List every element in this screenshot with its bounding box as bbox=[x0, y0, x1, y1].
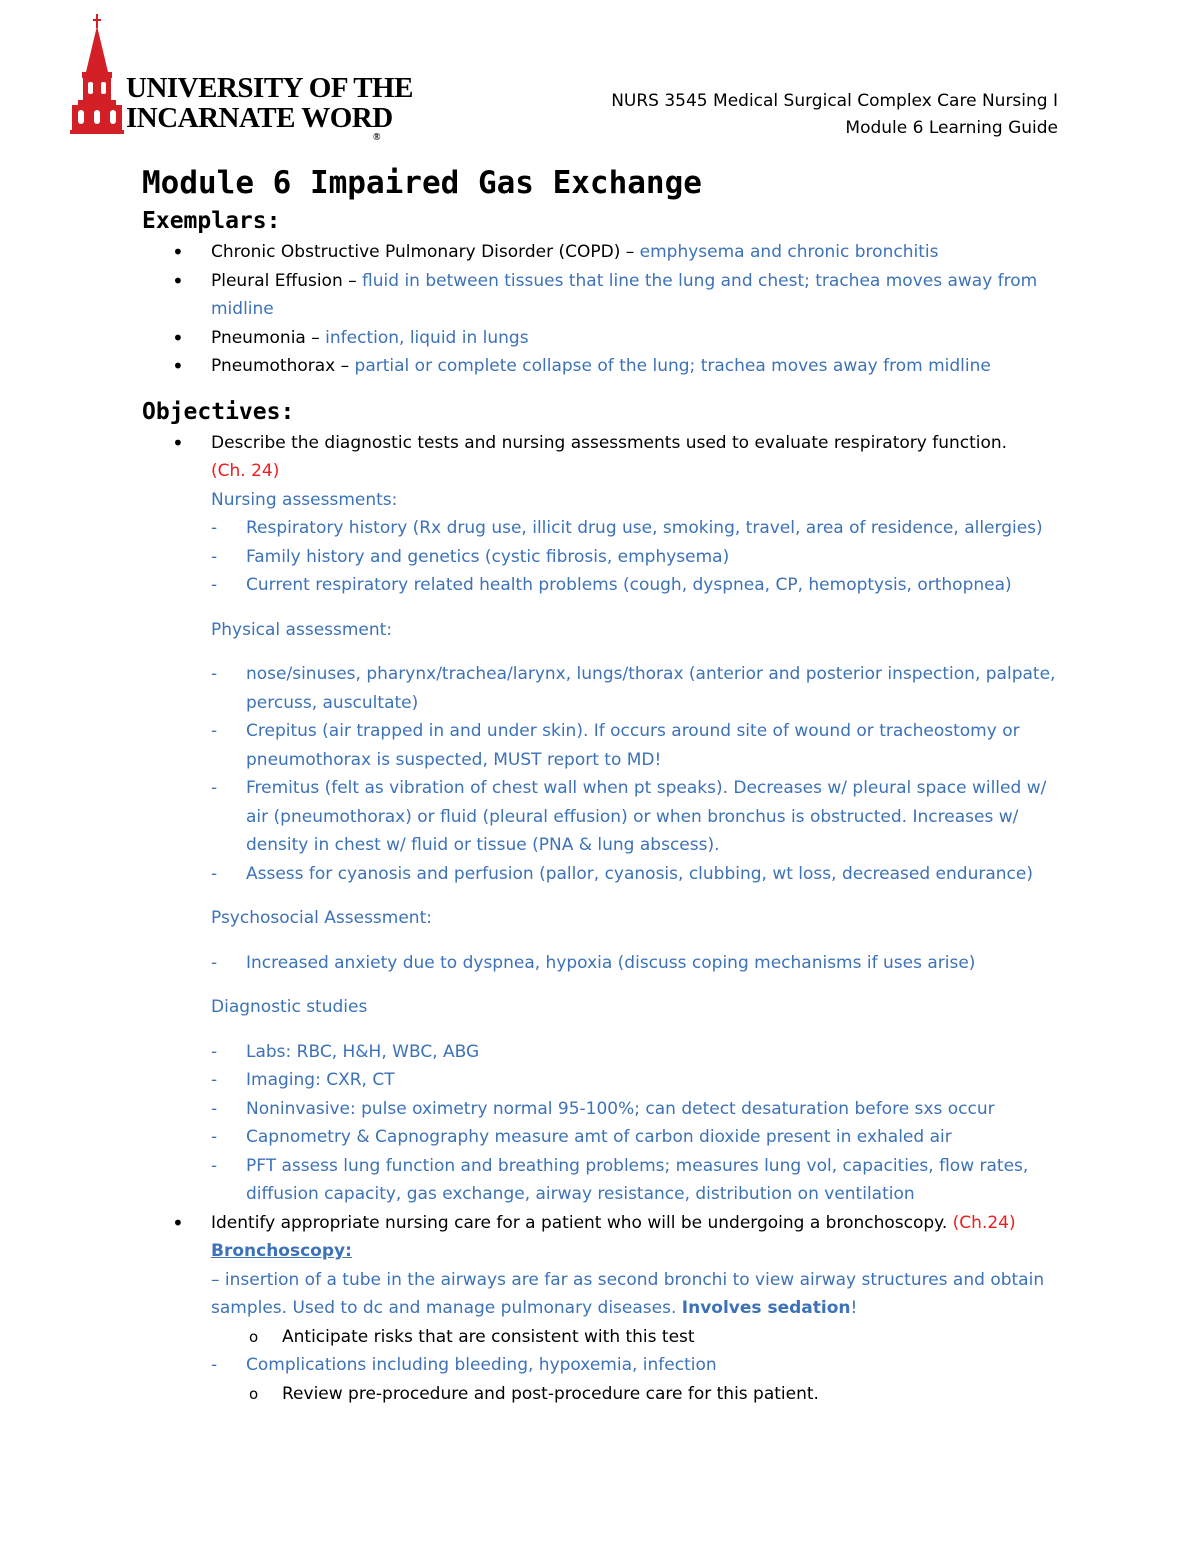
list-item: - Labs: RBC, H&H, WBC, ABG bbox=[211, 1038, 1072, 1067]
list-item: - Respiratory history (Rx drug use, illicit drug use, smoking, travel, area of residence, allergies) bbox=[211, 514, 1072, 543]
nursing-assessments-label: Nursing assessments: bbox=[211, 489, 398, 510]
list-item: - Complications including bleeding, hypoxemia, infection bbox=[211, 1351, 1072, 1380]
exemplar-desc: partial or complete collapse of the lung; trachea moves away from midline bbox=[354, 356, 991, 376]
list-item: o Anticipate risks that are consistent with this test bbox=[211, 1323, 1072, 1352]
list-item: - Imaging: CXR, CT bbox=[211, 1066, 1072, 1095]
document-body bbox=[142, 162, 1072, 1408]
objectives-list bbox=[142, 429, 1072, 1409]
exemplar-desc: infection, liquid in lungs bbox=[325, 327, 529, 348]
psychosocial-assessment-list bbox=[211, 949, 1072, 978]
objective-text: Describe the diagnostic tests and nursing assessments used to evaluate respiratory function. bbox=[211, 432, 1008, 453]
list-item: - Noninvasive: pulse oximetry normal 95-100%; can detect desaturation before sxs occur bbox=[211, 1095, 1072, 1124]
logo-text-line1: UNIVERSITY OF THE bbox=[126, 72, 413, 104]
list-item: o Review pre-procedure and post-procedure care for this patient. bbox=[211, 1380, 1072, 1409]
list-item: - Current respiratory related health problems (cough, dyspnea, CP, hemoptysis, orthopnea) bbox=[211, 571, 1072, 600]
sedation-note: Involves sedation bbox=[681, 1298, 851, 1318]
exemplars-heading: Exemplars: bbox=[142, 208, 281, 234]
list-item: - Increased anxiety due to dyspnea, hypoxia (discuss coping mechanisms if uses arise) bbox=[211, 949, 1072, 978]
exemplar-item bbox=[142, 324, 1072, 353]
document-header bbox=[611, 88, 1058, 142]
psychosocial-assessment-label: Psychosocial Assessment: bbox=[211, 908, 432, 928]
tower-icon bbox=[68, 14, 128, 134]
bronchoscopy-description: – insertion of a tube in the airways are far as second bronchi to view airway structures and obtain samples. Used to dc and manage pulmonary diseases. bbox=[211, 1269, 1045, 1318]
logo-text-line2: INCARNATE WORD bbox=[126, 102, 393, 134]
guide-title: Module 6 Learning Guide bbox=[845, 118, 1058, 138]
exemplar-term: Pleural Effusion – bbox=[211, 270, 363, 291]
exemplar-item bbox=[142, 238, 1072, 267]
course-title: NURS 3545 Medical Surgical Complex Care Nursing I bbox=[611, 91, 1058, 111]
objective-item bbox=[142, 1209, 1072, 1409]
exemplar-desc: fluid in between tissues that line the lung and chest; trachea moves away from midline bbox=[211, 270, 1038, 319]
list-item: - Assess for cyanosis and perfusion (pallor, cyanosis, clubbing, wt loss, decreased endurance) bbox=[211, 860, 1072, 889]
objectives-heading: Objectives: bbox=[142, 398, 295, 425]
page-title: Module 6 Impaired Gas Exchange bbox=[142, 165, 702, 201]
bronchoscopy-heading: Bronchoscopy: bbox=[211, 1241, 352, 1261]
objective-item bbox=[142, 429, 1072, 1209]
exemplar-item bbox=[142, 267, 1072, 324]
exemplar-desc: emphysema and chronic bronchitis bbox=[639, 242, 939, 262]
diagnostic-studies-label: Diagnostic studies bbox=[211, 997, 368, 1017]
sedation-note-end: ! bbox=[850, 1298, 858, 1318]
list-item: - Family history and genetics (cystic fibrosis, emphysema) bbox=[211, 543, 1072, 572]
objective-text: Identify appropriate nursing care for a patient who will be undergoing a bronchoscopy. bbox=[211, 1212, 948, 1233]
complications-list bbox=[211, 1351, 1072, 1380]
list-item: - Crepitus (air trapped in and under skin). If occurs around site of wound or tracheostomy or pneumothorax is suspected, MUST report to MD! bbox=[211, 717, 1072, 774]
list-item: - Fremitus (felt as vibration of chest wall when pt speaks). Decreases w/ pleural space willed w/ air (pneumothorax) or fluid (pleural effusion) or when bronchus is obstructed. Increases w/ density in chest w/ fluid or tissue (PNA & lung abscess). bbox=[211, 774, 1072, 860]
chapter-ref: (Ch.24) bbox=[952, 1212, 1016, 1233]
chapter-ref: (Ch. 24) bbox=[211, 461, 280, 481]
exemplar-term: Pneumothorax – bbox=[211, 356, 355, 376]
nursing-assessments-list bbox=[211, 514, 1072, 600]
exemplar-term: Pneumonia – bbox=[211, 327, 326, 348]
diagnostic-studies-list bbox=[211, 1038, 1072, 1209]
registered-mark: ® bbox=[373, 132, 381, 143]
exemplar-term: Chronic Obstructive Pulmonary Disorder (COPD) – bbox=[211, 242, 640, 262]
physical-assessment-label: Physical assessment: bbox=[211, 619, 393, 640]
exemplar-item bbox=[142, 352, 1072, 381]
list-item: - nose/sinuses, pharynx/trachea/larynx, lungs/thorax (anterior and posterior inspection, palpate, percuss, auscultate) bbox=[211, 660, 1072, 717]
exemplars-list bbox=[142, 238, 1072, 381]
physical-assessment-list bbox=[211, 660, 1072, 888]
bronchoscopy-sublist bbox=[211, 1323, 1072, 1352]
list-item: - PFT assess lung function and breathing problems; measures lung vol, capacities, flow rates, diffusion capacity, gas exchange, airway resistance, distribution on ventilation bbox=[211, 1152, 1072, 1209]
list-item: - Capnometry & Capnography measure amt of carbon dioxide present in exhaled air bbox=[211, 1123, 1072, 1152]
care-sublist bbox=[211, 1380, 1072, 1409]
university-logo bbox=[68, 14, 413, 143]
